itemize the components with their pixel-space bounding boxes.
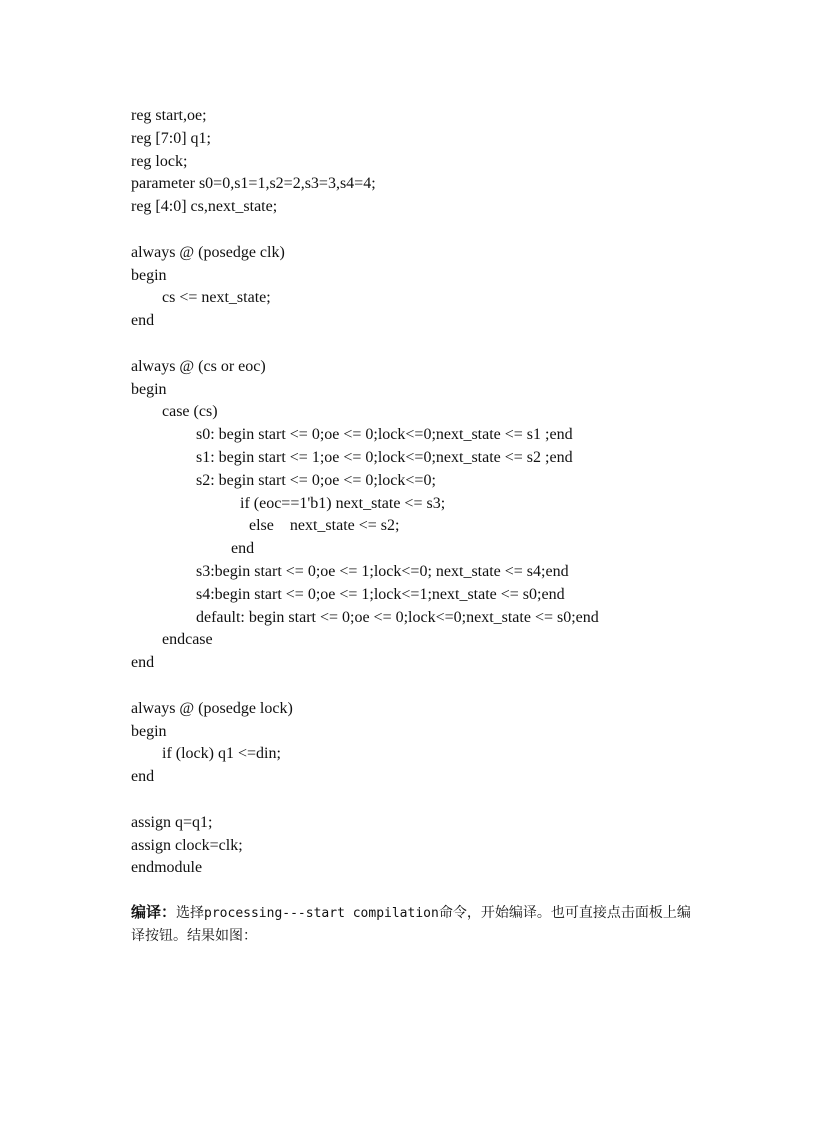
- compile-label: 编译：: [131, 903, 177, 921]
- instruction-text: 命令，开始编译。也可直接点击面板上编译按钮。结果如图：: [131, 905, 691, 944]
- code-line: case (cs): [162, 403, 218, 421]
- code-line: s1: begin start <= 1;oe <= 0;lock<=0;next_state <= s2 ;end: [196, 448, 573, 466]
- code-line: s3:begin start <= 0;oe <= 1;lock<=0; next_state <= s4;end: [196, 562, 569, 580]
- code-line: reg [7:0] q1;: [131, 129, 211, 147]
- code-line: s2: begin start <= 0;oe <= 0;lock<=0;: [196, 471, 436, 489]
- code-line: assign q=q1;: [131, 813, 213, 831]
- code-line: if (eoc==1'b1) next_state <= s3;: [240, 494, 446, 512]
- code-line: parameter s0=0,s1=1,s2=2,s3=3,s4=4;: [131, 175, 376, 193]
- blank-line: [131, 675, 771, 698]
- blank-line: [131, 333, 771, 356]
- menu-command-text: processing---start compilation: [204, 906, 439, 921]
- code-line: cs <= next_state;: [162, 289, 271, 307]
- code-line: end: [131, 768, 155, 786]
- code-line: begin: [131, 722, 167, 740]
- code-line: begin: [131, 266, 167, 284]
- compile-instruction-paragraph: [131, 901, 701, 948]
- code-line: s4:begin start <= 0;oe <= 1;lock<=1;next_state <= s0;end: [196, 585, 565, 603]
- code-line: end: [131, 312, 155, 330]
- code-line: else next_state <= s2;: [249, 517, 400, 535]
- code-line: always @ (posedge lock): [131, 699, 293, 717]
- code-line: always @ (cs or eoc): [131, 357, 266, 375]
- blank-line: [131, 789, 771, 812]
- code-line: if (lock) q1 <=din;: [162, 745, 281, 763]
- code-line: reg [4:0] cs,next_state;: [131, 198, 278, 216]
- code-line: endmodule: [131, 859, 203, 877]
- code-line: endcase: [162, 631, 213, 649]
- code-line: always @ (posedge clk): [131, 243, 285, 261]
- code-line: s0: begin start <= 0;oe <= 0;lock<=0;next_state <= s1 ;end: [196, 426, 573, 444]
- blank-line: [131, 219, 771, 242]
- code-line: reg lock;: [131, 152, 188, 170]
- code-line: begin: [131, 380, 167, 398]
- code-line: assign clock=clk;: [131, 836, 243, 854]
- verilog-code-block: [131, 105, 771, 880]
- instruction-text: 选择: [176, 905, 205, 921]
- code-line: default: begin start <= 0;oe <= 0;lock<=0;next_state <= s0;end: [196, 608, 599, 626]
- code-line: end: [231, 540, 255, 558]
- code-line: reg start,oe;: [131, 107, 207, 124]
- code-line: end: [131, 654, 155, 672]
